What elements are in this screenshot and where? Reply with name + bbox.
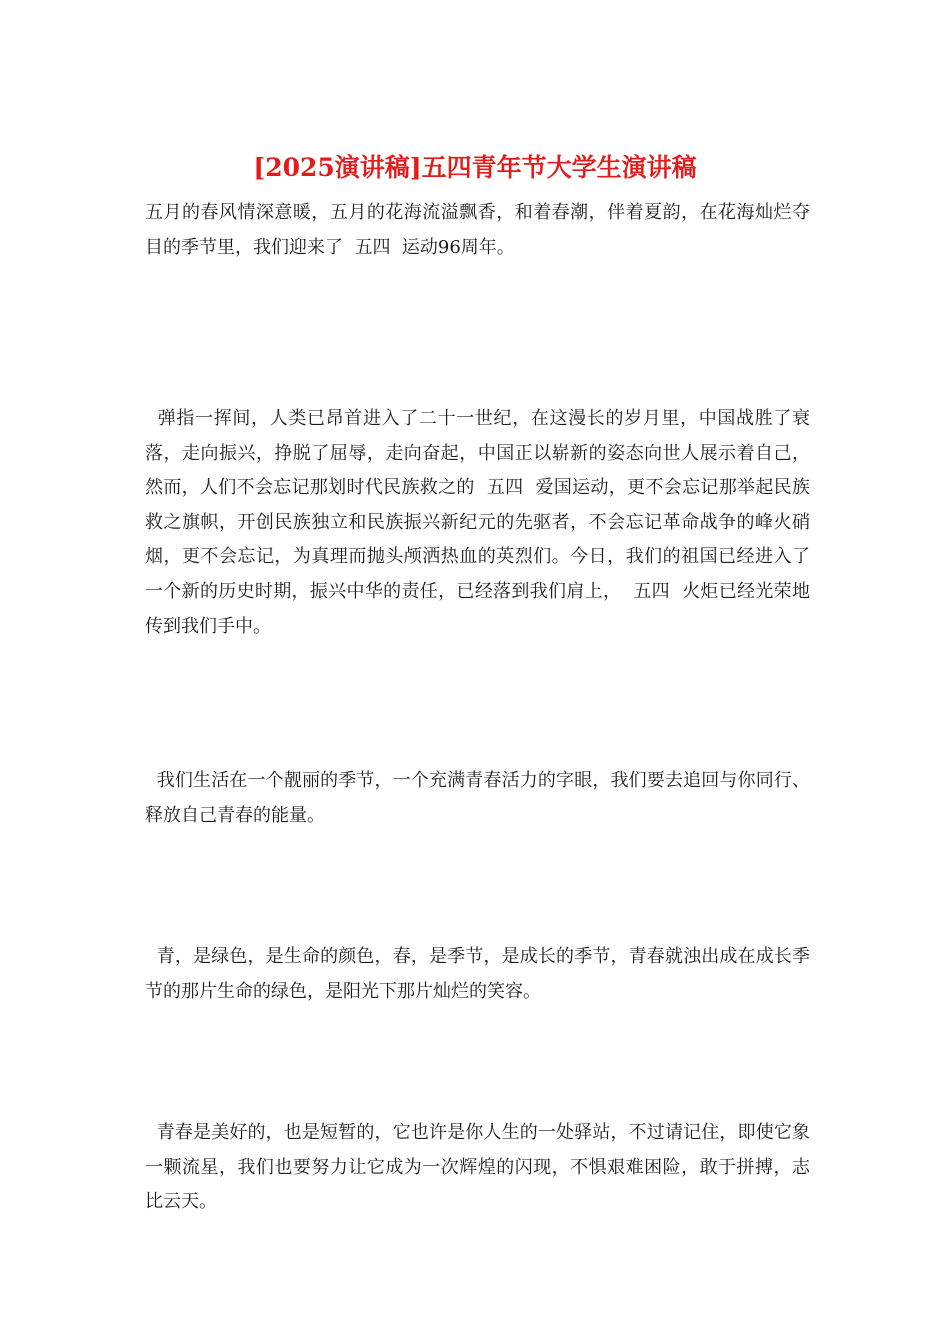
paragraph-3: 我们生活在一个靓丽的季节，一个充满青春活力的字眼，我们要去追回与你同行、释放自己青春的能量。 [145, 770, 810, 826]
paragraph-5: 青春是美好的，也是短暂的，它也许是你人生的一处驿站，不过请记住，即使它象一颗流星，我们也要努力让它成为一次辉煌的闪现，不惧艰难困险，敢于拼搏，志比云天。 [145, 1122, 810, 1213]
document-title: [2025演讲稿]五四青年节大学生演讲稿 [253, 153, 697, 182]
paragraph-2: 弹指一挥间，人类已昂首进入了二十一世纪，在这漫长的岁月里，中国战胜了衰落，走向振兴，挣脱了屈辱，走向奋起，中国正以崭新的姿态向世人展示着自己，然而，人们不会忘记那划时代民族救之的 五四 爱国运动，更不会忘记那举起民族救之旗帜，开创民族独立和民族振兴新纪元的先驱者，不会忘记革命战争的峰火硝烟，更不会忘记，为真理而抛头颅洒热血的英烈们。今日，我们的祖国已经进入了一个新的历史时期，振兴中华的责任，已经落到我们肩上， 五四 火炬已经光荣地传到我们手中。 [145, 408, 811, 637]
paragraph-4: 青，是绿色，是生命的颜色，春，是季节，是成长的季节，青春就浊出成在成长季节的那片生命的绿色，是阳光下那片灿烂的笑容。 [145, 946, 810, 1002]
paragraph-1: 五月的春风情深意暖，五月的花海流溢飘香，和着春潮，伴着夏韵，在花海灿烂夺目的季节里，我们迎来了 五四 运动96周年。 [145, 202, 810, 258]
